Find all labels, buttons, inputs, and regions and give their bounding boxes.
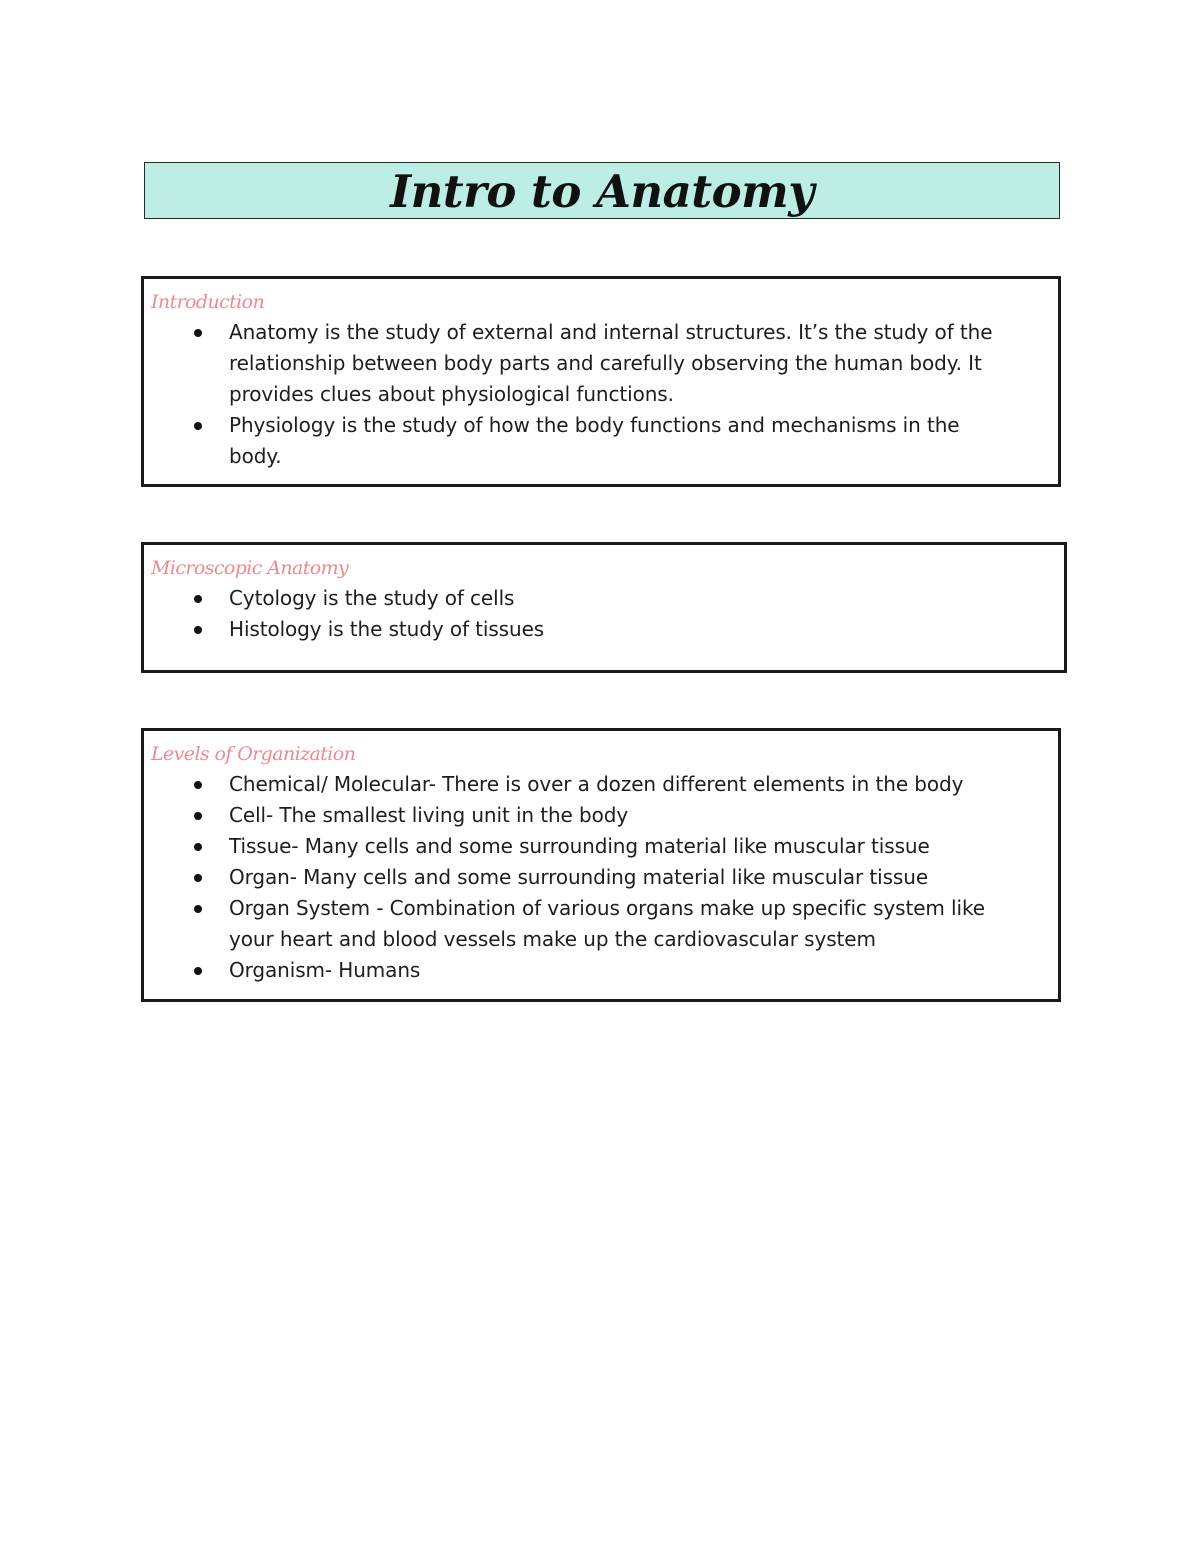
list-item-text: Tissue- Many cells and some surrounding material like muscular tissue [229,834,930,858]
list-item-text: Organ System - Combination of various organs make up specific system like your heart and blood vessels make up the cardiovascular system [229,896,985,951]
list-item-text: Organ- Many cells and some surrounding material like muscular tissue [229,865,929,889]
list-item-text: Chemical/ Molecular- There is over a dozen different elements in the body [229,772,964,796]
bullet-dot-icon [194,812,202,820]
list-item [151,410,1058,472]
list-item-text: Cell- The smallest living unit in the body [229,803,629,827]
bullet-dot-icon [194,905,202,913]
bullet-dot-icon [194,422,202,430]
section-heading: Microscopic Anatomy [151,557,349,579]
list-item-text: Anatomy is the study of external and internal structures. It’s the study of the relationship between body parts and carefully observing the human body. It provides clues about physiological functions. [229,320,993,406]
bullet-dot-icon [194,843,202,851]
list-item [151,614,1064,645]
list-item [151,583,1064,614]
bullet-dot-icon [194,626,202,634]
bullet-dot-icon [194,595,202,603]
section-heading: Introduction [151,291,265,313]
list-item-text: Cytology is the study of cells [229,586,515,610]
page-title: Intro to Anatomy [390,165,814,218]
bullet-dot-icon [194,874,202,882]
bullet-list [151,769,1058,986]
list-item [151,800,1058,831]
list-item-text: Physiology is the study of how the body functions and mechanisms in the body. [229,413,960,468]
list-item [151,831,1058,862]
bullet-dot-icon [194,967,202,975]
bullet-list [151,583,1064,645]
list-item-text: Histology is the study of tissues [229,617,545,641]
section-heading: Levels of Organization [151,743,356,765]
list-item [151,769,1058,800]
list-item [151,862,1058,893]
bullet-dot-icon [194,329,202,337]
title-banner [144,162,1060,219]
list-item [151,955,1058,986]
list-item [151,893,1058,955]
section-levels-of-organization [141,728,1061,1002]
bullet-dot-icon [194,781,202,789]
section-introduction [141,276,1061,487]
list-item-text: Organism- Humans [229,958,421,982]
section-microscopic-anatomy [141,542,1067,673]
bullet-list [151,317,1058,472]
list-item [151,317,1058,410]
